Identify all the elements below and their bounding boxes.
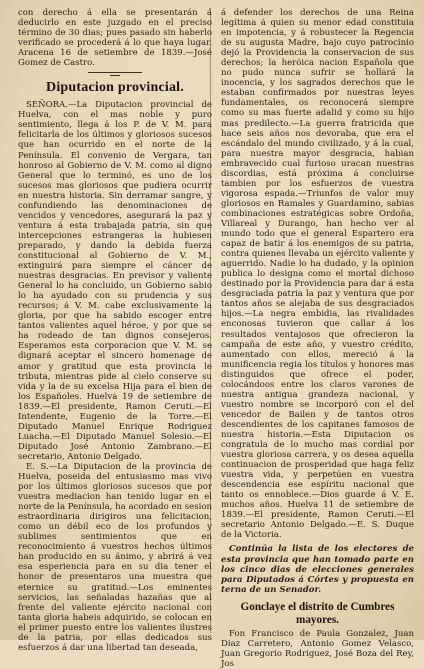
address-continuation-paragraph: á defender los derechos de una Reina legítima á quien su menor edad constituia en impotencia, y á robustecer la Regencia de su augusta Madre, bajo cuyo patrocinio dejó la Providencia la conservacion de sus derechos; la heróica nacion Española que no pudo nunca sufrir se hollará la inocencia, y los sagrados derechos que le estaban confirmados por nuestras leyes fundamentales, os reconocerá siempre como su mas fuerte adalid y como su hijo mas predilecto.—La guerra fratricida que hace seis años nos devoraba, que era el escándalo del mundo civilizado, y á la cual, para nuestra mayor desgracia, habian embravecido cual furioso uracan nuestras discordias, está próxima á concluirse tambien por los esfuerzos de vuestra vigorosa espada.—Triunfos de valor muy gloriosos en Ramales y Guardamino, sabias combinaciones estratégicas sobre Ordoña, Villareal y Durango, han hecho ver al mundo todo que el general Espartero era capaz de batir á los enemigos de su patria, contra quienes llevaba un ejército valiente y aguerrido. Nadie lo ha dudado, y la opinion publica lo designa como el mortal dichoso destinado por la Providencia para dar á esta desgraciada patria la paz y ventura que por tantos años se alejaba de sus desgraciados hijos.—La negra embidia, las rivalidades enconosas tuvieron que callar á los resultados ventajosos que ofrecieron la campaña de este año, y vuestro crédito, aumentado con ellos, mereció á la munificencia regia los títulos y honores mas distinguidos que ofrece el poder, colocándoos entre los claros varones de nuestra antigua grandeza nacional, y vuestro nombre se incorporó con el del vencedor de Bailen y de tantos otros descendientes de los capitanes famosos de nuestra historia.—Esta Diputacion os congratula de lo mucho mas cordial por vuestra gloriosa carrera, y os desea aquella continuacion de prosperidad que haga feliz vuestra vida, y perpetúen en vuestra descendencia ese espíritu nacional que tanto os ennoblece.—Dios guarde á V. E. muchos años. Huelva 11 de setiembre de 1839.—El presidente, Ramon Ceruti.—El secretario Antonio Delgado.—E. S. Duque de la Victoria.	[221, 8, 414, 541]
address-to-general-paragraph: E. S.—La Diputacion de la provincia de Huelva, poseida del entusiasmo mas vivo por los últimos gloriosos sucesos que por vuestra mediacion han tenido lugar en el norte de la Península, ha acordado en sesion estraordinaria dirigiros una felicitacion, como un débil eco de los profundos y sublimes sentimientos que en reconocimiento á vuestros hechos últimos han producido en su ánimo, y abrirá á vez esa esperiencia para en su dia tener el honor de presentaros una muestra que eternice su gratitud.—Los eminentes servicios, las señaladas hazañas que al frente del valiente ejército nacional con tanta gloria habeis adquirido, se colocan en el primer puesto entre los valientes ilustres de la patria, por ellas dedicados sus esfuerzos á dar una libertad tan deseada,	[18, 461, 212, 653]
right-column	[221, 8, 414, 669]
address-to-queen-paragraph: SEÑORA.—La Diputacion provincial de Huelva, con el mas noble y puro sentimiento, llega á los P. de V. M. para felicitarla de los últimos y gloriosos sucesos que han ocurrido en el norte de la Península. El convenio de Vergara, tan honroso al Gobierno de V. M. como al digno General que lo terminó, es uno de los sucesos mas gloriosos que pudiera ocurrir en nuestra historia. Sin derramar sangre, y confundiendo las denominaciones de vencidos y vencedores, asegurará la paz y ventura á esta trabajada patria, sin que intercepciones estrangeras la hubiesen preparado, y dando la debida fuerza constitucional al Gobierno de V. M., extinguirá para siempre el cáncer de nuestras desgracias. En previsor y valiente General lo ha concluido, un Gobierno sabio lo ha ayudado con su prudencia y sus recursos; á V. M. cabe exclusivamente la gloria, por que ha sabido escoger entre tantos valientes aquel héroe, y por que se ha rodeado de tan dignos consejeros. Esperamos esta corporacion que V. M. se dignará aceptar el sincero homenage de amor y gratitud que esta provincia le tributa, mientras pide al cielo conserve su vida y la de su excelsa Hija para el bien de los Españoles. Huelva 19 de setiembre de 1839.—El presidente, Ramon Ceruti.—El Intendente, Eugenio de la Torre.—El Diputado Manuel Enrique Rodriguez Luacha.—El Diputado Manuel Solesio.—El Diputado José Antonio Zambrano.—El secretario, Antonio Delgado.	[18, 100, 212, 462]
section-heading-diputacion: Diputacion provincial.	[46, 80, 184, 96]
electors-names-paragraph: Fon Francisco de Paula Gonzalez, Juan Diaz Carretero, Antonio Gomez Velasco, Juan Gregorio Rodriguez, José Boza del Rey, Jos	[221, 628, 414, 669]
court-notice-paragraph: con derecho á ella se presentarán á deducirlo en este juzgado en el preciso término de 30 dias; pues pasado sin haberlo verificado se procederá á lo que haya lugar. Aracena 16 de setiembre de 1839.—José Gomez de Castro.	[18, 8, 212, 69]
district-heading: Gonclaye el distrito de Cumbres mayores.	[240, 600, 395, 626]
electors-list-note: Continúa la lista de los electores de esta provincia que han tomado parte en los cinco dias de elecciones generales para Diputados á Córtes y propuesta en terna de un Senador.	[221, 544, 414, 595]
left-column	[18, 8, 212, 653]
ornamental-divider	[18, 68, 212, 78]
